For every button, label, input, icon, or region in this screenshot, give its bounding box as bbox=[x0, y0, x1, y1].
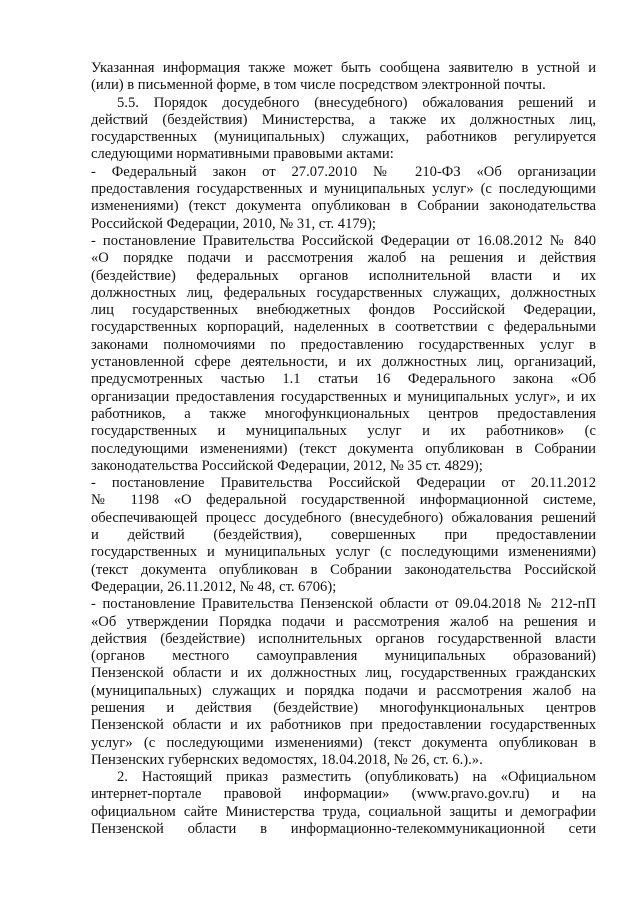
text-line: изменениями) (текст документа опубликован в Собрании законодательства bbox=[91, 198, 596, 215]
text-line: 2. Настоящий приказ разместить (опубликовать) на «Официальном bbox=[117, 769, 596, 786]
paragraph bbox=[91, 164, 596, 233]
text-line: решения и действия (бездействие) многофункциональных центров bbox=[91, 699, 596, 716]
text-line: 5.5. Порядок досудебного (внесудебного) обжалования решений и bbox=[117, 94, 596, 111]
text-line: обеспечивающей процесс досудебного (внесудебного) обжалования решений bbox=[91, 509, 596, 526]
text-line: законами полномочиями по предоставлению государственных услуг в bbox=[91, 336, 596, 353]
text-line: предусмотренных частью 1.1 статьи 16 Федерального закона «Об bbox=[91, 371, 596, 388]
text-line: Пензенских губернских ведомостях, 18.04.2018, № 26, ст. 6.).». bbox=[91, 751, 483, 768]
text-line: (или) в письменной форме, в том числе посредством электронной почты. bbox=[91, 77, 546, 94]
text-line: - Федеральный закон от 27.07.2010 № 210-ФЗ «Об организации bbox=[91, 163, 596, 180]
paragraph bbox=[91, 596, 596, 769]
text-line: (муниципальных) служащих и порядка подачи и рассмотрения жалоб на bbox=[91, 682, 596, 699]
text-line: - постановление Правительства Пензенской области от 09.04.2018 № 212-пП bbox=[91, 596, 596, 613]
text-line: Федерации, 26.11.2012, № 48, ст. 6706); bbox=[91, 578, 337, 595]
text-line: (бездействие) федеральных органов исполнительной власти и их bbox=[91, 267, 596, 284]
text-line: действия (бездействие) исполнительных органов государственной власти bbox=[91, 630, 596, 647]
text-line: установленной сфере деятельности, и их должностных лиц, организаций, bbox=[91, 354, 596, 371]
text-line: законодательства Российской Федерации, 2012, № 35 ст. 4829); bbox=[91, 457, 483, 474]
text-line: услуг» (с последующими изменениями) (текст документа опубликован в bbox=[91, 734, 596, 751]
text-line: «О порядке подачи и рассмотрения жалоб на решения и действия bbox=[91, 250, 596, 267]
text-line: государственных корпораций, наделенных в соответствии с федеральными bbox=[91, 319, 596, 336]
text-line: - постановление Правительства Российской Федерации от 16.08.2012 № 840 bbox=[91, 232, 596, 249]
paragraph bbox=[91, 60, 596, 95]
text-line: (текст документа опубликован в Собрании законодательства Российской bbox=[91, 561, 596, 578]
text-line: государственных и муниципальных услуг (с последующими изменениями) bbox=[91, 544, 596, 561]
text-line: и действий (бездействия), совершенных при предоставлении bbox=[91, 527, 596, 544]
text-line: интернет-портале правовой информации» (www.pravo.gov.ru) и на bbox=[91, 786, 596, 803]
document-page bbox=[91, 60, 596, 838]
text-line: организации предоставления государственных и муниципальных услуг», и их bbox=[91, 388, 596, 405]
text-line: официальном сайте Министерства труда, социальной защиты и демографии bbox=[91, 803, 596, 820]
paragraph bbox=[91, 769, 596, 838]
text-line: Пензенской области и их должностных лиц, государственных гражданских bbox=[91, 665, 596, 682]
text-line: № 1198 «О федеральной государственной информационной системе, bbox=[91, 492, 596, 509]
text-line: государственных (муниципальных) служащих, работников регулируется bbox=[91, 129, 596, 146]
text-line: государственных и муниципальных услуг и их работников» (с bbox=[91, 423, 596, 440]
text-line: предоставления государственных и муниципальных услуг» (с последующими bbox=[91, 181, 596, 198]
text-line: лиц государственных внебюджетных фондов Российской Федерации, bbox=[91, 302, 596, 319]
text-line: последующими изменениями) (текст документа опубликован в Собрании bbox=[91, 440, 596, 457]
paragraph bbox=[91, 95, 596, 164]
text-line: Пензенской области в информационно-телекоммуникационной сети bbox=[91, 821, 596, 838]
text-line: действий (бездействия) Министерства, а также их должностных лиц, bbox=[91, 111, 596, 128]
text-line: «Об утверждении Порядка подачи и рассмотрения жалоб на решения и bbox=[91, 613, 596, 630]
text-line: (органов местного самоуправления муниципальных образований) bbox=[91, 648, 596, 665]
text-line: Указанная информация также может быть сообщена заявителю в устной и bbox=[91, 60, 596, 76]
text-line: Российской Федерации, 2010, № 31, ст. 4179); bbox=[91, 215, 376, 232]
text-line: должностных лиц, федеральных государственных служащих, должностных bbox=[91, 284, 596, 301]
paragraph bbox=[91, 475, 596, 596]
paragraph bbox=[91, 233, 596, 475]
text-line: Пензенской области и их работников при предоставлении государственных bbox=[91, 717, 596, 734]
text-line: - постановление Правительства Российской Федерации от 20.11.2012 bbox=[91, 475, 596, 492]
text-line: следующими нормативными правовыми актами: bbox=[91, 146, 394, 163]
text-line: работников, а также многофункциональных центров предоставления bbox=[91, 405, 596, 422]
